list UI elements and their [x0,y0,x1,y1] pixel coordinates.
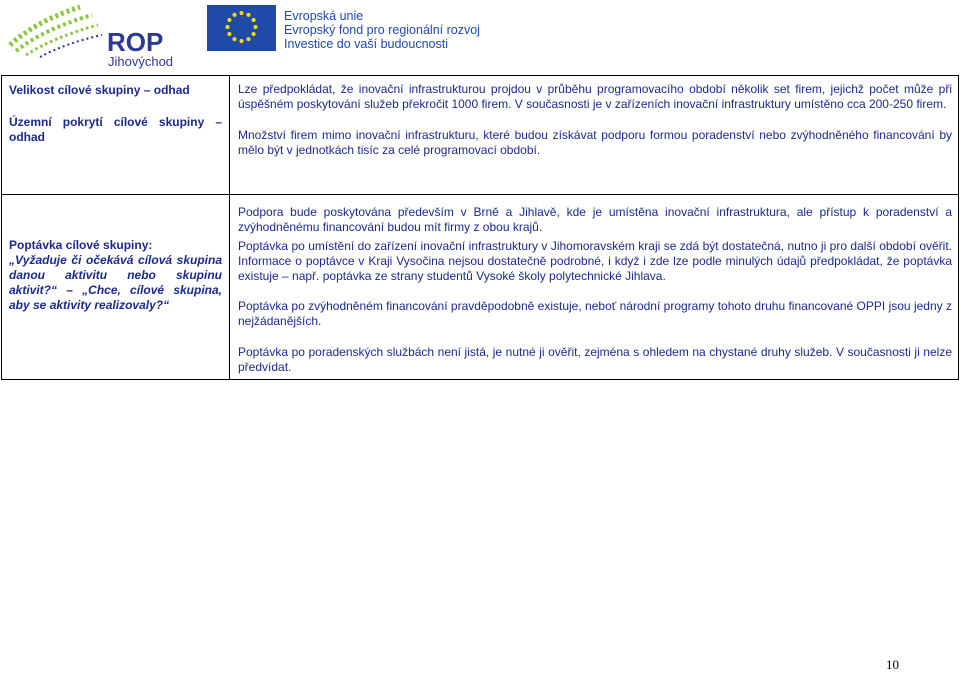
paragraph: Lze předpokládat, že inovační infrastrukturou projdou v průběhu programovacího období několik set firem, jejichž počet může při úspěšném poskytování služeb překročit 1000 firem. V současnosti je v zařízeních inovační infrastruktury umístěno cca 200-250 firem. [238,82,952,111]
demand-question: „Vyžaduje či očekává cílová skupina danou aktivitu nebo skupinu aktivit?“ – „Chce, cílové skupina, aby se aktivity realizovaly?“ [9,253,222,312]
rop-swirl-icon [6,3,106,69]
right-content-cell [230,76,959,195]
target-group-size-label: Velikost cílové skupiny – odhad [9,83,190,97]
page-number: 10 [886,657,899,672]
demand-label: Poptávka cílové skupiny: [9,238,153,252]
territorial-coverage-label: Územní pokrytí cílové skupiny – odhad [9,115,222,144]
eu-line-1: Evropská unie [284,9,364,23]
page-header [0,0,960,72]
rop-logo-name: ROP [107,27,164,57]
paragraph: Množství firem mimo inovační infrastrukturu, které budou získávat podporu formou poradenství nebo zvýhodněného financování by mělo být v jednotkách tisíc za celé programovací období. [238,128,952,157]
table-row [2,195,959,380]
rop-jihovychod-logo [6,3,186,69]
rop-logo-region: Jihovýchod [108,54,174,69]
content-table [1,75,959,380]
paragraph: Poptávka po zvýhodněném financování pravděpodobně existuje, neboť národní programy tohoto druhu financované OPPI jsou jedny z nejžádanějších. [238,299,952,328]
paragraph: Poptávka po umístění do zařízení inovační infrastruktury v Jihomoravském kraji se zdá být dostatečná, nutno ji pro další období ověřit. Informace o poptávce v Kraji Vysočina nejsou dostatečně podrobné, i když i zde lze podle minulých údajů předpokládat, že poptávka existuje – např. poptávka ze strany studentů Vysoké školy polytechnické Jihlava. [238,239,952,283]
eu-flag-icon [207,5,276,51]
eu-caption [284,9,480,51]
eu-line-2: Evropský fond pro regionální rozvoj [284,23,480,37]
left-label-cell [2,195,230,380]
paragraph: Podpora bude poskytována především v Brně a Jihlavě, kde je umístěna inovační infrastruktura, ale přístup k poradenství a zvýhodněnému financování budou mít firmy z obou krajů. [238,205,952,234]
right-content-cell [230,195,959,380]
paragraph: Poptávka po poradenských službách není jistá, je nutné ji ověřit, zejména s ohledem na chystané druhy služeb. V současnosti ji nelze předvídat. [238,345,952,374]
eu-line-3: Investice do vaší budoucnosti [284,37,448,51]
table-row [2,76,959,195]
left-label-cell [2,76,230,195]
